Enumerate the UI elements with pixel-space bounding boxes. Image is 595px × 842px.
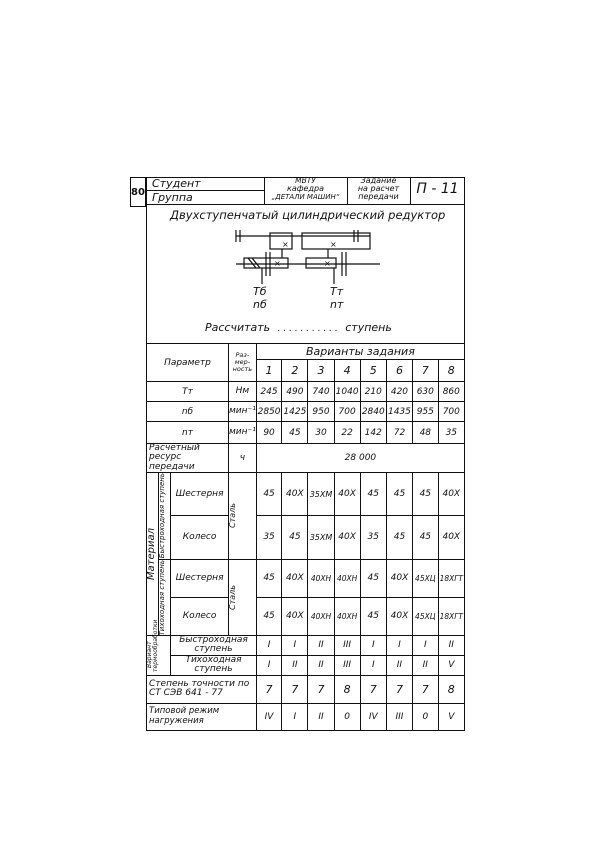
department-name: „ДЕТАЛИ МАШИН“ [271,193,340,201]
table-cell: 45 [256,559,281,597]
table-cell: II [282,655,308,675]
table-cell: 7 [282,675,308,703]
row-nb-param: nб [147,402,229,422]
table-cell: 7 [308,675,334,703]
table-cell: I [282,636,308,656]
page-title: Двухступенчатый цилиндрический редуктор [170,208,446,222]
page-number: 80 [130,177,146,207]
label-tt: Tт [330,285,344,298]
resource-param: Расчетный ресурс передачи [147,444,229,473]
table-cell: I [413,636,439,656]
table-cell: 0 [413,703,439,730]
resource-unit: ч [228,444,256,473]
table-cell: 45 [386,473,412,516]
heat-fast-label: Быстроходная ступень [171,636,257,656]
table-cell: II [438,636,464,656]
table-cell: 40X [282,559,308,597]
table-cell: 45XЦ [413,597,439,635]
table-cell: 22 [334,422,360,444]
table-cell: 7 [256,675,281,703]
table-cell: 45XЦ [413,559,439,597]
svg-text:×: × [274,259,281,268]
table-cell: 40X [386,559,412,597]
institute-label: МВТУ [295,176,316,185]
table-cell: 18XГТ [438,597,464,635]
table-cell: 40X [282,473,308,516]
steel-label-slow: Сталь [227,584,237,610]
accuracy-param: Степень точности по СТ СЭВ 641 - 77 [147,675,257,703]
table-cell: 40XH [308,597,334,635]
table-cell: II [308,655,334,675]
task-line-1: Задание [360,176,397,185]
table-cell: 0 [334,703,360,730]
variant-col-3: 3 [308,360,334,382]
variant-col-1: 1 [256,360,281,382]
fast-wheel-label: Колесо [171,516,229,559]
row-tt-param: Tт [147,382,229,402]
row-nt-param: nт [147,422,229,444]
table-cell: II [308,636,334,656]
slow-stage-label: Тихоходная ступень [158,559,167,635]
calc-dots: . . . . . . . . . . . [277,324,338,334]
table-cell: 700 [438,402,464,422]
table-cell: I [360,636,386,656]
table-cell: 35XM [308,473,334,516]
table-cell: I [282,703,308,730]
table-cell: 40X [334,473,360,516]
slow-wheel-label: Колесо [171,597,229,635]
resource-value: 28 000 [256,444,464,473]
heat-group [146,619,171,676]
table-cell: 7 [360,675,386,703]
steel-cell-fast [228,473,256,559]
table-cell: 45 [413,516,439,559]
task-line-2: на расчет [357,184,400,193]
heat-slow-label: Тихоходная ступень [171,655,257,675]
table-cell: II [308,703,334,730]
table-cell: 1040 [334,382,360,402]
label-nt: nт [330,298,344,311]
department-label: кафедра [286,184,324,193]
table-cell: 2840 [360,402,386,422]
table-cell: 2850 [256,402,281,422]
variant-col-2: 2 [282,360,308,382]
table-cell: 7 [413,675,439,703]
row-nb-unit: мин⁻¹ [228,402,256,422]
row-tt-unit: Нм [228,382,256,402]
table-cell: IV [360,703,386,730]
table-cell: I [256,655,281,675]
table-cell: 40X [282,597,308,635]
calc-line [205,321,392,334]
fast-pinion-label: Шестерня [171,473,229,516]
table-cell: 142 [360,422,386,444]
table-cell: II [413,655,439,675]
svg-text:×: × [324,259,331,268]
table-cell: 40X [386,597,412,635]
gearbox-diagram [230,224,390,284]
table-cell: V [438,655,464,675]
table-cell: 700 [334,402,360,422]
table-cell: I [256,636,281,656]
table-cell: 90 [256,422,281,444]
variant-col-7: 7 [413,360,439,382]
variants-table [146,343,465,731]
group-label: Группа [152,191,193,204]
label-nb: nб [253,298,267,311]
table-cell: 45 [256,473,281,516]
table-cell: 40X [334,516,360,559]
svg-text:×: × [330,240,337,249]
material-label: Материал [146,528,157,581]
table-cell: 35 [256,516,281,559]
table-cell: 40X [438,516,464,559]
table-cell: 740 [308,382,334,402]
table-cell: 72 [386,422,412,444]
fast-stage-label: Быстроходная ступень [158,473,167,559]
table-cell: 950 [308,402,334,422]
table-cell: 40XH [334,597,360,635]
variant-col-4: 4 [334,360,360,382]
student-label: Студент [152,177,201,190]
table-cell: 45 [386,516,412,559]
steel-cell-slow [228,559,256,635]
table-cell: 1435 [386,402,412,422]
slow-stage-cell [159,559,171,635]
slow-pinion-label: Шестерня [171,559,229,597]
table-cell: 210 [360,382,386,402]
table-cell: 245 [256,382,281,402]
table-cell: 955 [413,402,439,422]
table-cell: 7 [386,675,412,703]
variant-col-5: 5 [360,360,386,382]
table-cell: 860 [438,382,464,402]
table-cell: 8 [438,675,464,703]
calc-suffix: ступень [345,321,392,334]
table-cell: 45 [413,473,439,516]
table-cell: 45 [360,597,386,635]
table-cell: V [438,703,464,730]
calc-prefix: Рассчитать [205,321,271,334]
table-cell: 30 [308,422,334,444]
table-cell: 35 [360,516,386,559]
variant-col-8: 8 [438,360,464,382]
table-cell: 45 [256,597,281,635]
table-cell: I [386,636,412,656]
fast-stage-cell [159,473,171,559]
variant-col-6: 6 [386,360,412,382]
heat-label: Вариант термообработки [146,619,159,673]
table-cell: 18XГТ [438,559,464,597]
svg-text:×: × [282,240,289,249]
table-cell: 45 [360,559,386,597]
table-cell: II [386,655,412,675]
label-tb: Tб [253,285,267,298]
dim-header: Раз- мер- ность [228,344,256,382]
table-cell: 45 [282,422,308,444]
variants-header: Варианты задания [256,344,464,360]
table-cell: 40X [438,473,464,516]
table-cell: 48 [413,422,439,444]
table-cell: III [334,636,360,656]
table-cell: 35 [438,422,464,444]
row-nt-unit: мин⁻¹ [228,422,256,444]
param-header: Параметр [147,344,229,382]
table-cell: I [360,655,386,675]
task-code: П - 11 [416,181,459,197]
table-cell: III [386,703,412,730]
table-cell: 1425 [282,402,308,422]
table-cell: 8 [334,675,360,703]
table-cell: 490 [282,382,308,402]
table-cell: 40XH [308,559,334,597]
task-line-3: передачи [358,192,399,201]
table-cell: 45 [360,473,386,516]
load-param: Типовой режим нагружения [147,703,257,730]
table-cell: III [334,655,360,675]
table-cell: 420 [386,382,412,402]
table-cell: 40XH [334,559,360,597]
steel-label-fast: Сталь [227,503,237,529]
table-cell: 35XM [308,516,334,559]
table-cell: IV [256,703,281,730]
table-cell: 45 [282,516,308,559]
table-cell: 630 [413,382,439,402]
